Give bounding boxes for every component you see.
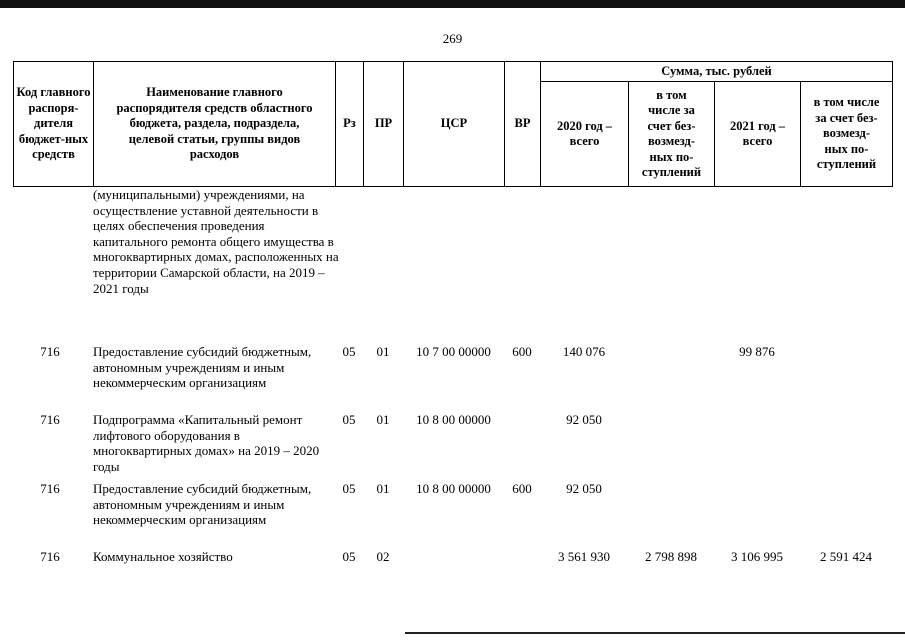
row-sum-2021-free: 2 591 424 <box>820 549 872 564</box>
row-sum-2020: 92 050 <box>566 481 602 496</box>
row-rz: 05 <box>342 481 356 496</box>
header-name: Наименование главного распорядителя средств областного бюджета, раздела, подраздела, целевой статьи, группы видов расходов <box>94 62 336 186</box>
row-rz: 05 <box>342 549 356 564</box>
header-sum-group <box>541 62 892 186</box>
header-rz: Рз <box>336 62 364 186</box>
row-name: (муниципальными) учреждениями, на осуществление уставной деятельности в целях обеспечения проведения капитального ремонта общего имущества в многоквартирных домах, расположенных на территории Самарской области, на 2019 – 2021 годы <box>93 187 339 296</box>
bottom-rule <box>405 632 905 634</box>
header-code: Код главного распоря-дителя бюджет-ных средств <box>14 62 94 186</box>
row-name: Предоставление субсидий бюджетным, автономным учреждениям и иным некоммерческим организациям <box>93 344 312 391</box>
row-pr: 01 <box>376 412 390 427</box>
row-code: 716 <box>40 412 60 427</box>
header-2021-total: 2021 год – всего <box>715 82 801 186</box>
row-pr: 01 <box>376 344 390 359</box>
row-rz: 05 <box>342 344 356 359</box>
row-csr: 10 8 00 00000 <box>416 481 491 496</box>
top-border <box>0 0 905 8</box>
row-pr: 01 <box>376 481 390 496</box>
header-csr: ЦСР <box>404 62 505 186</box>
row-sum-2021: 3 106 995 <box>731 549 783 564</box>
table-header <box>13 61 893 187</box>
row-rz: 05 <box>342 412 356 427</box>
row-code: 716 <box>40 344 60 359</box>
row-name: Предоставление субсидий бюджетным, автономным учреждениям и иным некоммерческим организациям <box>93 481 312 528</box>
row-csr: 10 7 00 00000 <box>416 344 491 359</box>
row-code: 716 <box>40 481 60 496</box>
row-sum-2020: 92 050 <box>566 412 602 427</box>
header-2020-free: в том числе за счет без-возмезд-ных по-ступлений <box>629 82 715 186</box>
row-pr: 02 <box>376 549 390 564</box>
row-name: Коммунальное хозяйство <box>93 549 233 564</box>
header-2020-total: 2020 год – всего <box>541 82 629 186</box>
page-number: 269 <box>442 31 463 46</box>
header-sum-title: Сумма, тыс. рублей <box>541 62 892 82</box>
row-csr: 10 8 00 00000 <box>416 412 491 427</box>
header-vr: ВР <box>505 62 541 186</box>
row-name: Подпрограмма «Капитальный ремонт лифтового оборудования в многоквартирных домах» на 2019 – 2020 годы <box>93 412 320 474</box>
row-vr: 600 <box>512 481 532 496</box>
row-sum-2021: 99 876 <box>739 344 775 359</box>
header-2021-free: в том числе за счет без-возмезд-ных по-ступлений <box>813 95 880 172</box>
row-vr: 600 <box>512 344 532 359</box>
row-code: 716 <box>40 549 60 564</box>
row-sum-2020-free: 2 798 898 <box>645 549 697 564</box>
header-pr: ПР <box>364 62 404 186</box>
row-sum-2020: 140 076 <box>562 344 606 359</box>
row-sum-2020: 3 561 930 <box>558 549 610 564</box>
